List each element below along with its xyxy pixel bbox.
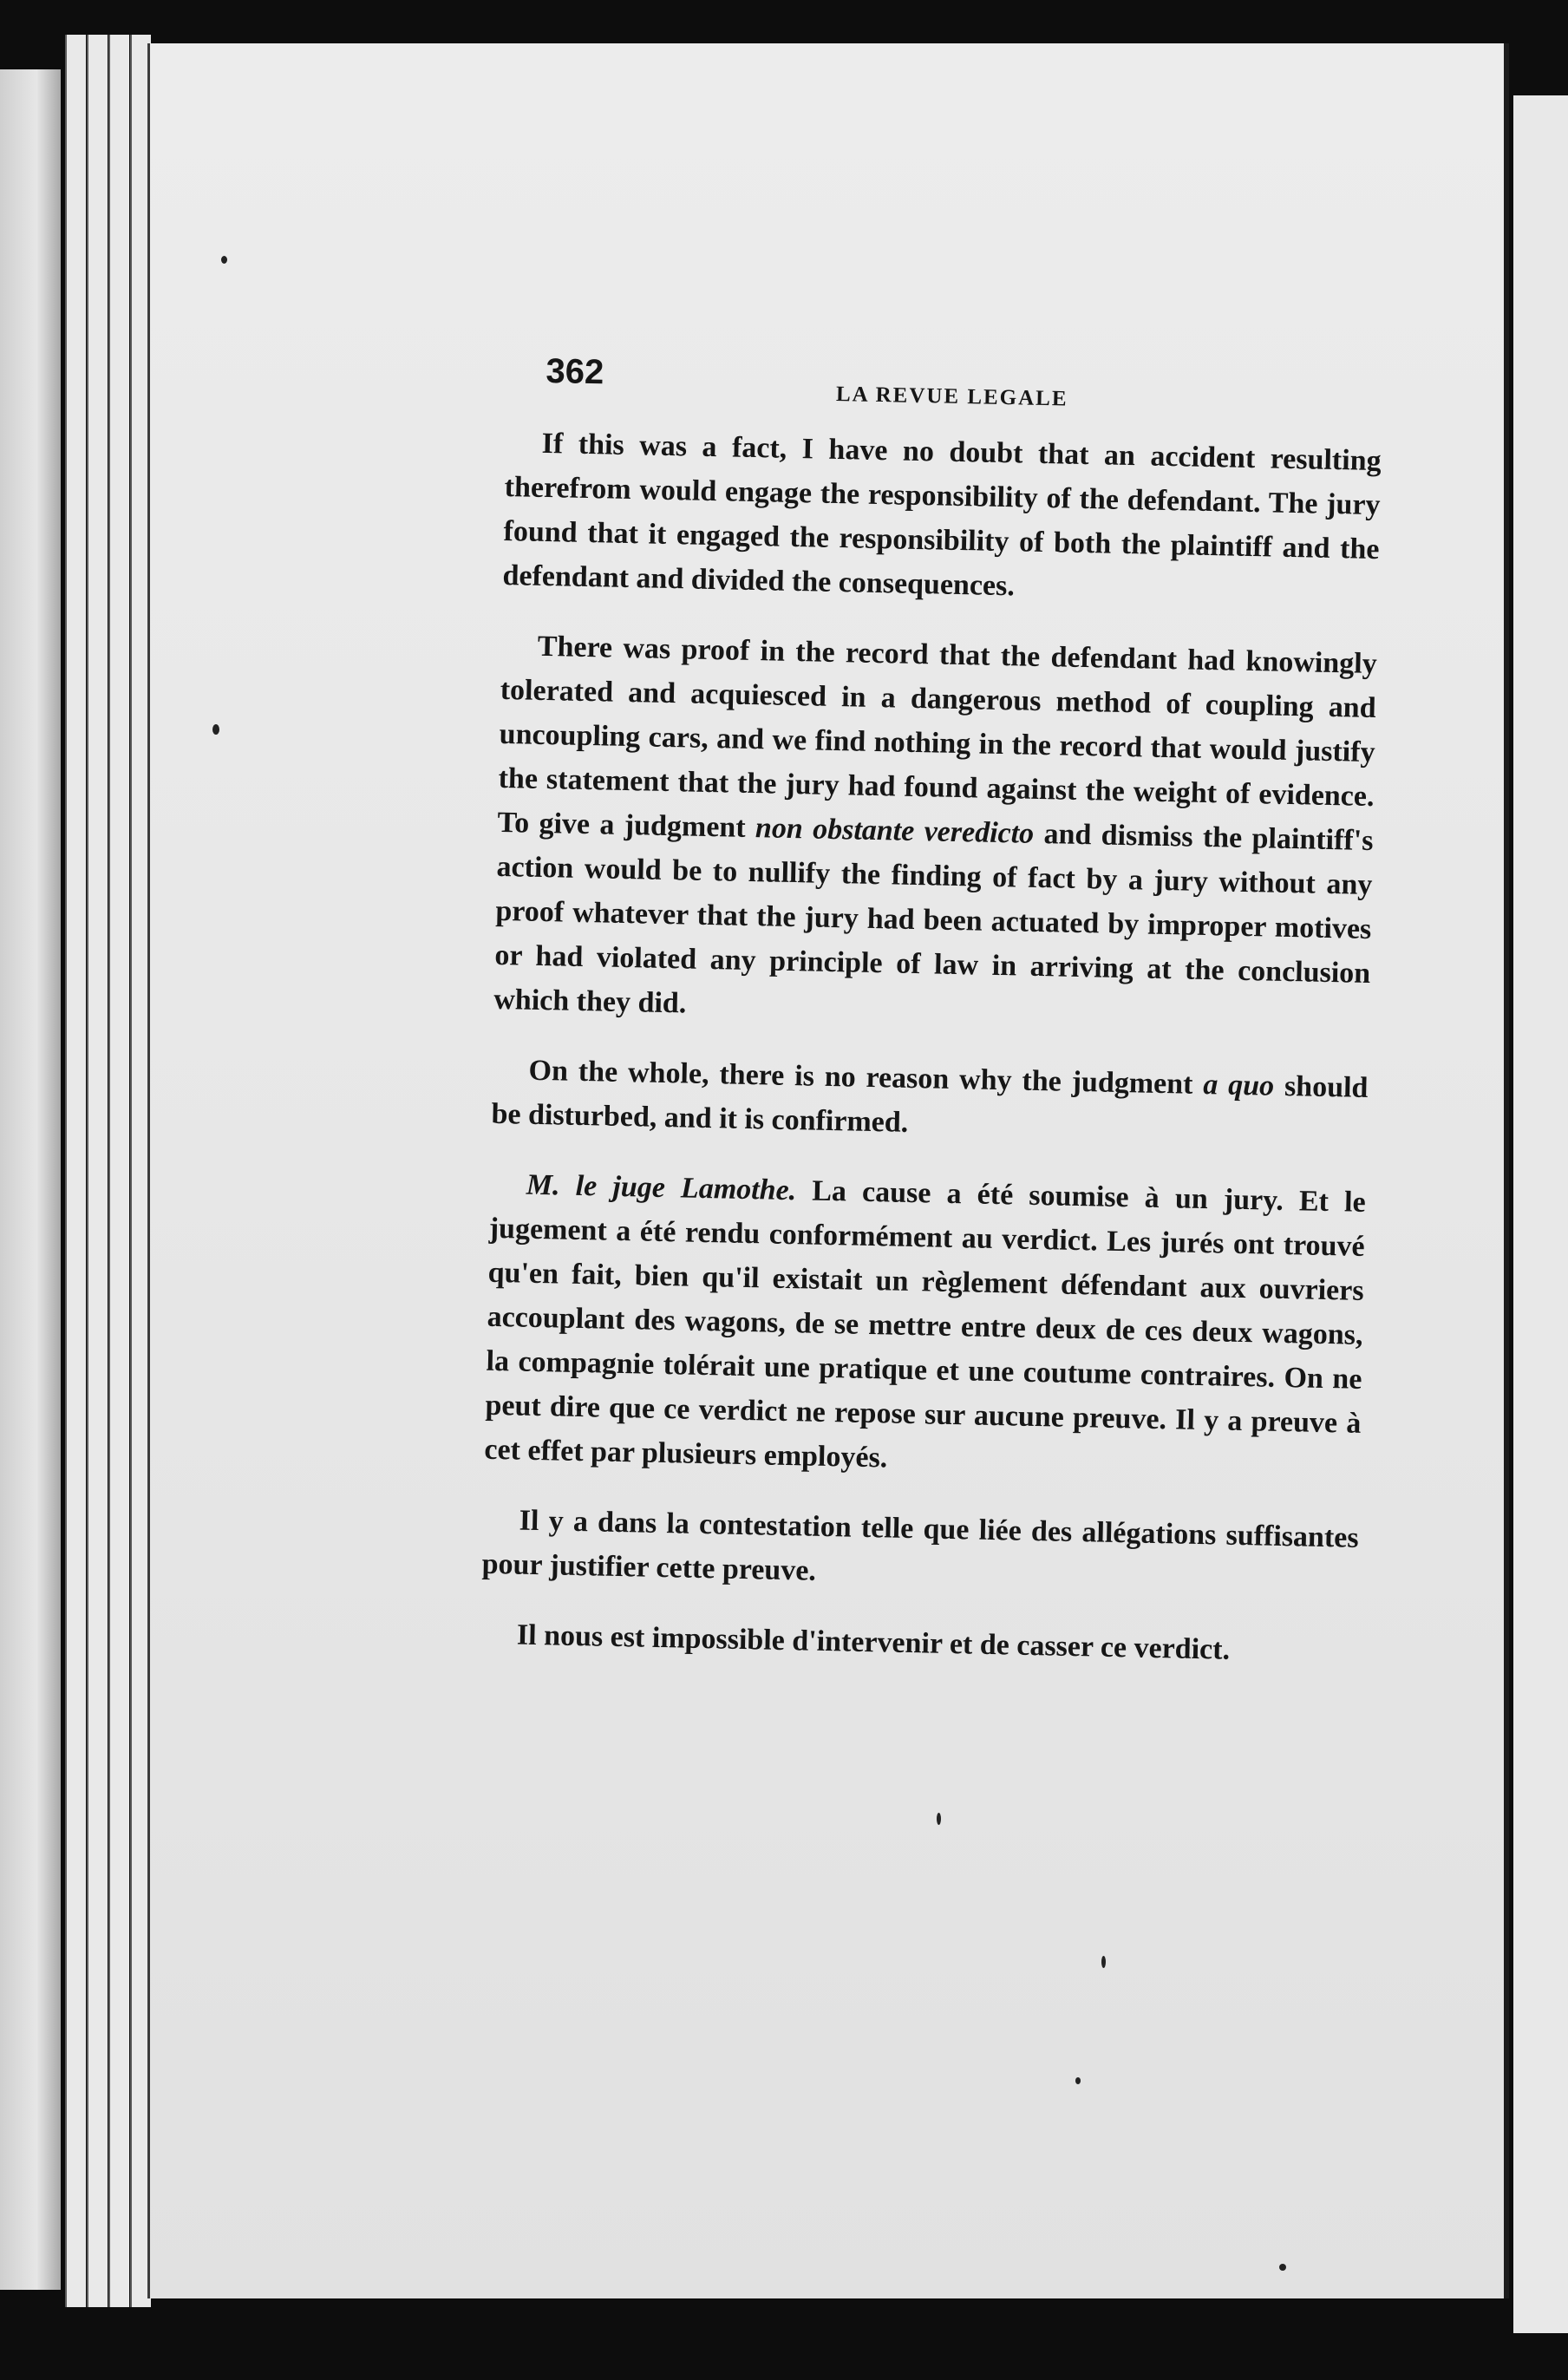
facing-page-edge bbox=[1513, 95, 1568, 2333]
paragraph-3 bbox=[491, 1048, 1369, 1154]
running-title: LA REVUE LEGALE bbox=[835, 382, 1068, 411]
page-content bbox=[480, 351, 1383, 1701]
dust-speck bbox=[1101, 1956, 1106, 1968]
paragraph-text: Il y a dans la contestation telle que liée des allégations suffisantes pour justifier cette preuve. bbox=[481, 1504, 1359, 1587]
paragraph-1 bbox=[502, 421, 1382, 616]
paragraph-text: On the whole, there is no reason why the judgment bbox=[528, 1054, 1204, 1101]
page-edge-strip bbox=[108, 35, 129, 2307]
paragraph-5 bbox=[481, 1498, 1359, 1605]
paragraph-text: Il nous est impossible d'intervenir et de casser ce verdict. bbox=[516, 1618, 1231, 1666]
paragraph-text: and dismiss the plaintiff's action would be to nullify the finding of fact by a jury without any proof whatever that the jury had been actuated by improper motives or had violated any principle of law in arriving at the conclusion which they did. bbox=[493, 817, 1374, 1020]
left-margin-shadow bbox=[0, 69, 61, 2290]
page-number: 362 bbox=[546, 351, 604, 392]
dust-speck bbox=[212, 724, 219, 735]
page-edge-strip bbox=[65, 35, 86, 2307]
paragraph-2 bbox=[493, 624, 1377, 1040]
dust-speck bbox=[221, 256, 227, 264]
latin-phrase: a quo bbox=[1202, 1068, 1275, 1102]
paragraph-text: La cause a été soumise à un jury. Et le jugement a été rendu conformément au verdict. Les jurés ont trouvé qu'en fait, bien qu'il existait un règlement défendant aux ouvriers accouplant des wagons, de se mettre entre deux de ces deux wagons, la compagnie tolérait une pratique et une coutume contraires. On ne peut dire que ce verdict ne repose sur aucune preuve. Il y a preuve à cet effet par plusieurs employés. bbox=[484, 1174, 1367, 1474]
paragraph-4 bbox=[484, 1162, 1366, 1490]
dust-speck bbox=[937, 1813, 941, 1825]
latin-phrase: non obstante veredicto bbox=[755, 812, 1035, 850]
paragraph-text: If this was a fact, I have no doubt that an accident resulting therefrom would engage the responsibility of the defendant. The jury found that it engaged the responsibility of both the plaintiff and the defendant and divided the consequences. bbox=[502, 427, 1382, 603]
paragraph-text: should be disturbed, and it is confirmed. bbox=[491, 1069, 1369, 1139]
judge-name: M. le juge Lamothe. bbox=[526, 1168, 797, 1207]
paragraph-6 bbox=[480, 1612, 1356, 1675]
dust-speck bbox=[1279, 2264, 1286, 2271]
paragraph-text: There was proof in the record that the defendant had knowingly tolerated and acquiesced in a dangerous method of coupling and uncoupling cars, and we find nothing in the record that would justify the statement that the jury had found against the weight of evidence. To give a judgment bbox=[497, 630, 1378, 845]
dust-speck bbox=[1075, 2077, 1081, 2084]
page-edge-strip bbox=[87, 35, 108, 2307]
